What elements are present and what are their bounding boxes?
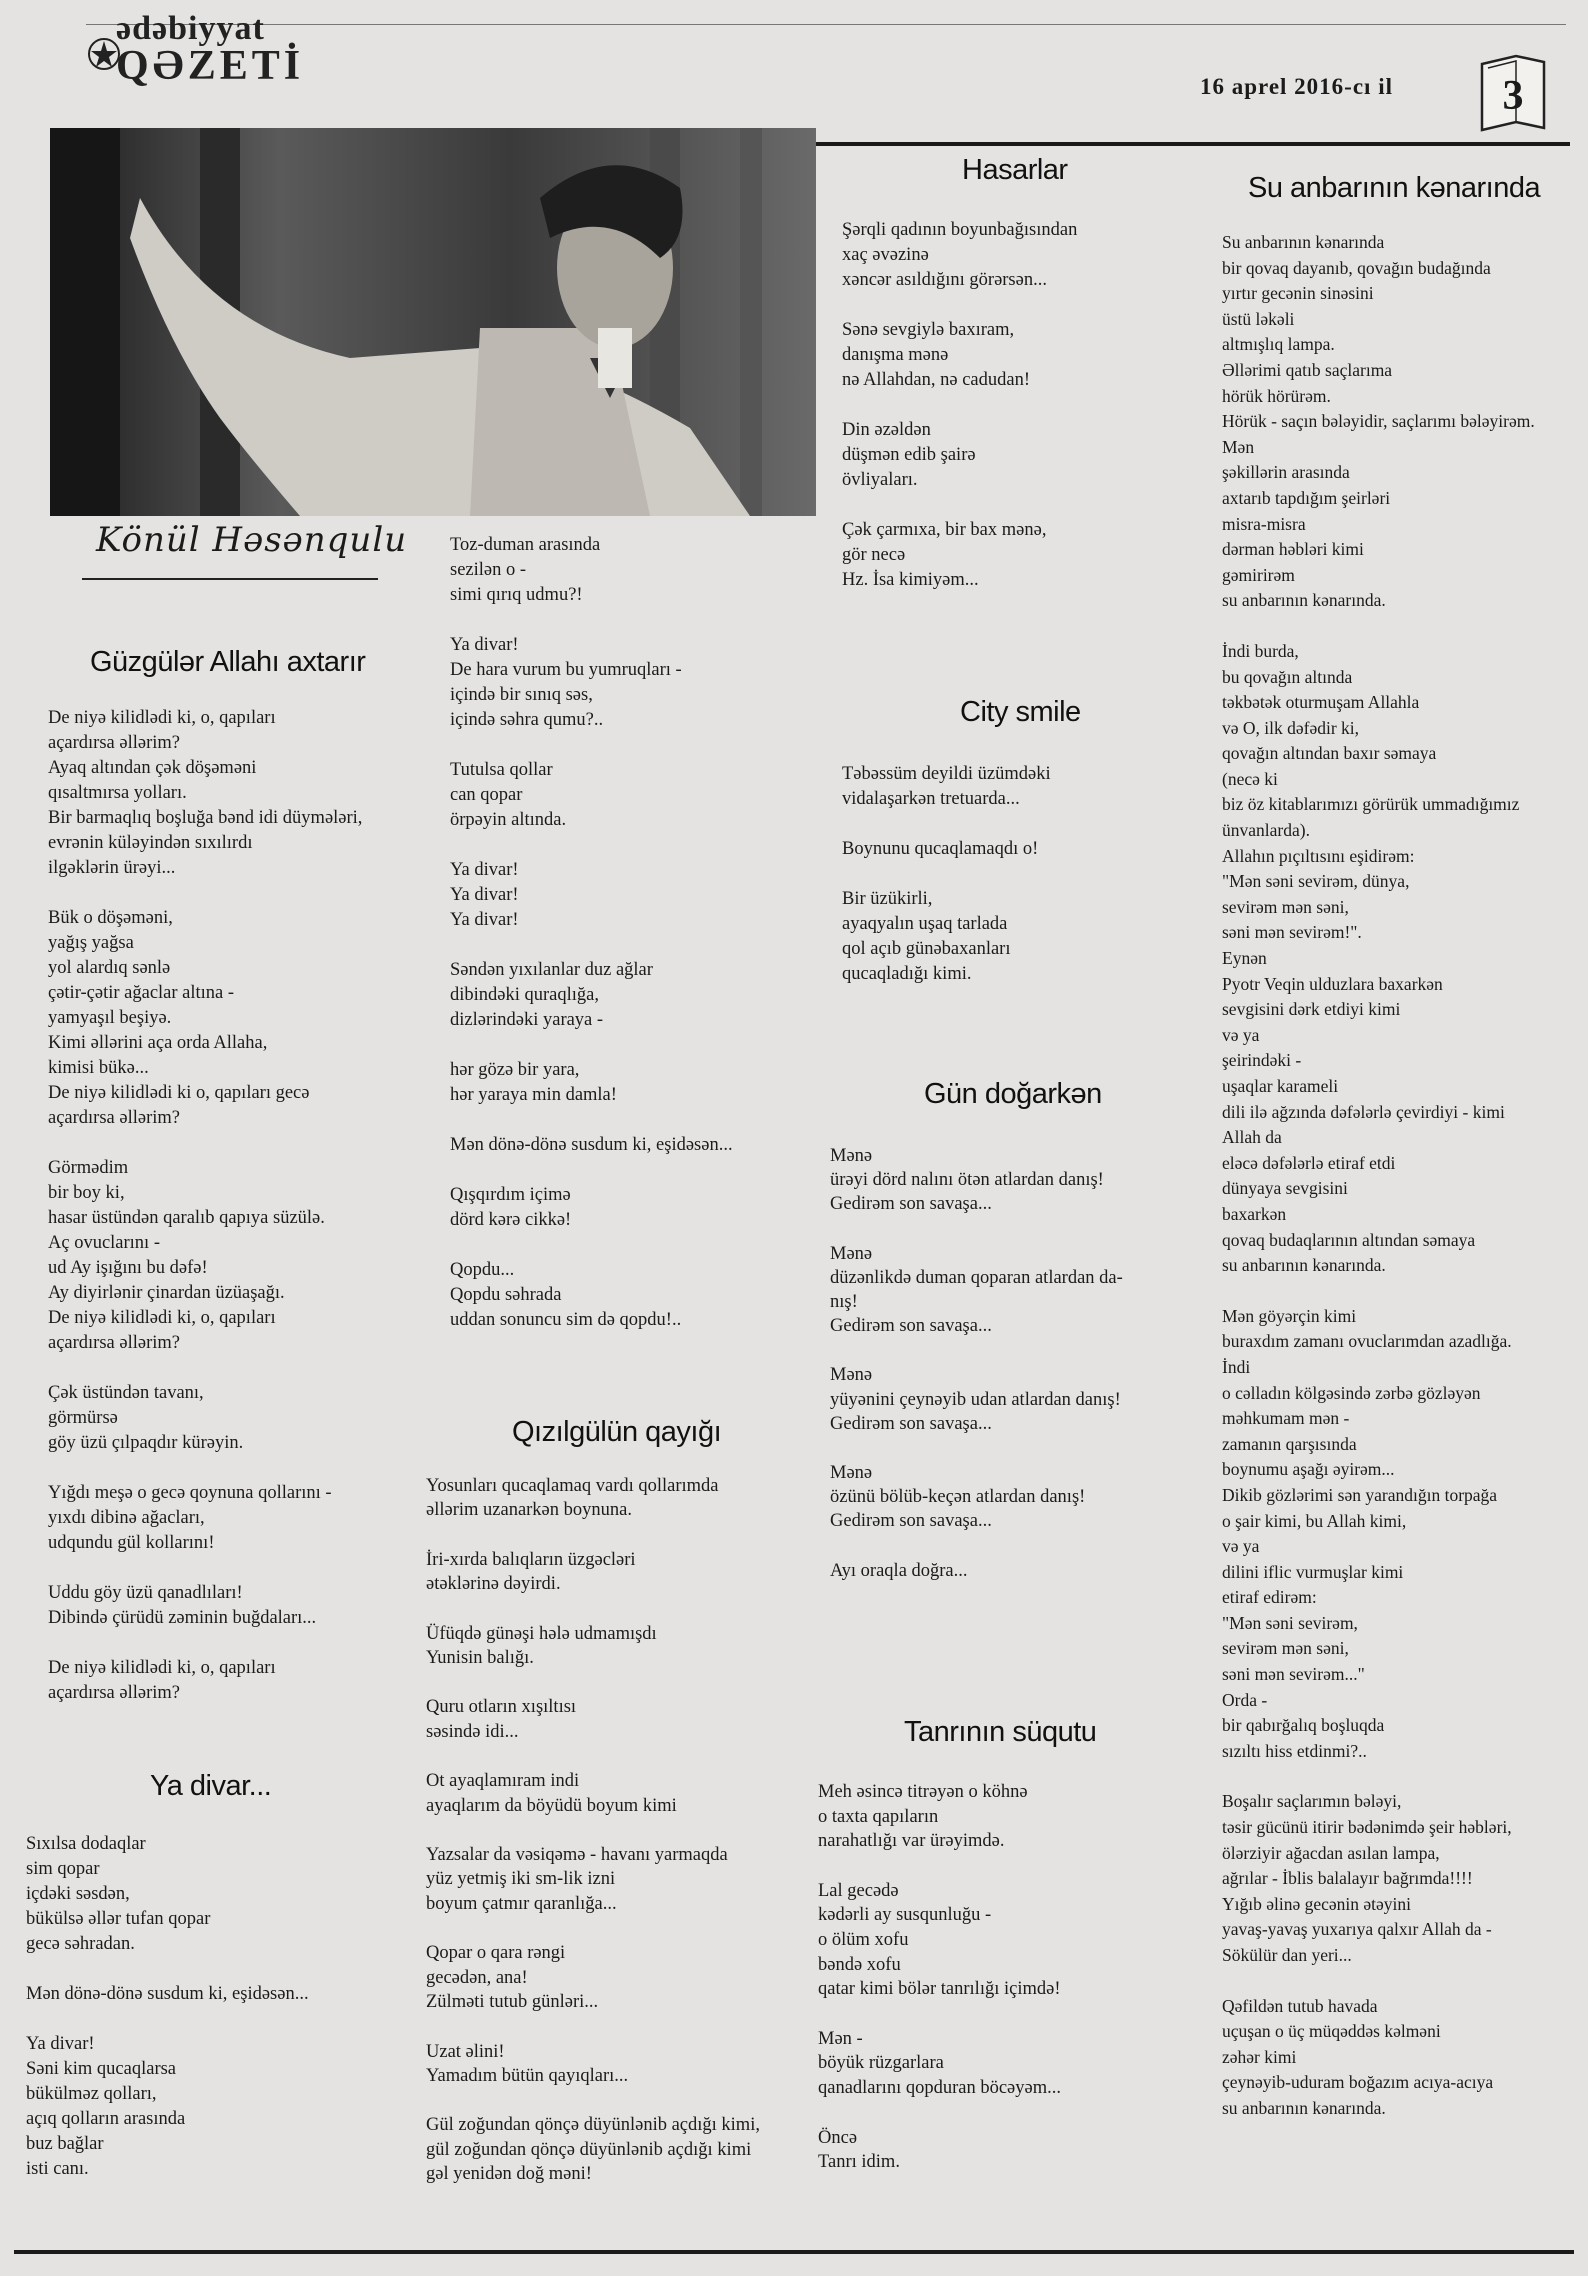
poem-line: udqundu gül kollarını! bbox=[48, 1533, 215, 1553]
poem-ya-divar-part-2 bbox=[450, 533, 810, 1358]
poem-line: Ot ayaqlamıram indi bbox=[426, 1771, 580, 1792]
poem-line: Dikib gözlərimi sən yarandığın torpağa bbox=[1222, 1484, 1498, 1505]
poem-line: Bir barmaqlıq boşluğa bənd idi düymələri, bbox=[48, 808, 363, 828]
poem-line: Üfüqdə günəşi hələ udmamışdı bbox=[426, 1623, 657, 1644]
stanza bbox=[450, 633, 810, 733]
poem-line: De niyə kilidlədi ki o, qapıları gecə bbox=[48, 1083, 310, 1103]
poem-line: o cəlladın kölgəsində zərbə gözləyən bbox=[1222, 1382, 1481, 1403]
poem-line: Sıxılsa dodaqlar bbox=[26, 1834, 146, 1854]
poem-line: kimisi bükə... bbox=[48, 1058, 149, 1078]
stanza bbox=[26, 2032, 436, 2182]
poem-line: Ya divar! bbox=[26, 2034, 95, 2054]
poem-line: Allahın pıçıltısını eşidirəm: bbox=[1222, 845, 1415, 866]
stanza bbox=[842, 318, 1182, 393]
poem-line: Aç ovuclarını - bbox=[48, 1233, 160, 1253]
poem-line: hər gözə bir yara, bbox=[450, 1060, 580, 1080]
poem-line: Sökülür dan yeri... bbox=[1222, 1945, 1352, 1965]
poem-line: zamanın qarşısında bbox=[1222, 1433, 1357, 1454]
poem-line: Öncə bbox=[818, 2127, 858, 2148]
stanza bbox=[450, 858, 810, 933]
poem-line: açıq qolların arasında bbox=[26, 2109, 186, 2129]
poem-line: Səni kim qucaqlarsa bbox=[26, 2059, 177, 2079]
author-name: Könül Həsənqulu bbox=[96, 520, 408, 560]
stanza bbox=[450, 533, 810, 608]
poem-line: düzənlikdə duman qoparan atlardan da- bbox=[830, 1267, 1123, 1288]
poem-line: və O, ilk dəfədir ki, bbox=[1222, 717, 1360, 738]
stanza bbox=[26, 1982, 436, 2007]
poem-line: sevgisini dərk etdiyi kimi bbox=[1222, 999, 1401, 1020]
poem-city-smile bbox=[842, 762, 1182, 1012]
stanza bbox=[48, 906, 438, 1131]
poem-line: örpəyin altında. bbox=[450, 810, 567, 830]
poem-line: ünvanlarda). bbox=[1222, 820, 1310, 841]
stanza bbox=[842, 518, 1182, 593]
poem-line: ayaqyalın uşaq tarlada bbox=[842, 914, 1008, 934]
poem-line: isti canı. bbox=[26, 2159, 89, 2179]
poem-line: Şərqli qadının boyunbağısından bbox=[842, 220, 1078, 240]
poem-line: Yunisin balığı. bbox=[426, 1648, 534, 1669]
stanza bbox=[426, 1941, 806, 2014]
poem-line: simi qırıq udmu?! bbox=[450, 585, 583, 605]
poem-line: təsir gücünü itirir bədənimdə şeir həbləri, bbox=[1222, 1817, 1512, 1838]
poem-line: gecə səhradan. bbox=[26, 1934, 135, 1954]
stanza bbox=[830, 1559, 1200, 1583]
poem-line: misra-misra bbox=[1222, 513, 1306, 534]
poem-line: xaç əvəzinə bbox=[842, 245, 929, 265]
poem-title-guzguler: Güzgülər Allahı axtarır bbox=[90, 646, 366, 678]
poem-line: içində bir sınıq səs, bbox=[450, 685, 593, 705]
poem-line: axtarıb tapdığım şeirləri bbox=[1222, 487, 1391, 508]
poem-line: Qopar o qara rəngi bbox=[426, 1943, 566, 1964]
stanza bbox=[450, 1133, 810, 1158]
poem-line: Ya divar! bbox=[450, 910, 519, 930]
poem-line: göy üzü çılpaqdır kürəyin. bbox=[48, 1433, 244, 1453]
stanza bbox=[842, 762, 1182, 812]
poem-line: Ayaq altından çək döşəməni bbox=[48, 758, 257, 778]
stanza bbox=[842, 418, 1182, 493]
poem-line: gül zoğundan qönçə düyünlənib açdığı kimi bbox=[426, 2139, 752, 2160]
poem-line: bir qabırğalıq boşluqda bbox=[1222, 1715, 1385, 1736]
poem-line: qısaltmırsa yolları. bbox=[48, 783, 187, 803]
poem-line: yıxdı dibinə ağacları, bbox=[48, 1508, 205, 1528]
poem-line: əllərim uzanarkən boynuna. bbox=[426, 1500, 632, 1521]
poem-line: Mənə bbox=[830, 1243, 873, 1264]
stanza bbox=[48, 1381, 438, 1456]
poem-line: ətəklərinə dəyirdi. bbox=[426, 1574, 561, 1595]
poem-line: sezilən o - bbox=[450, 560, 527, 580]
poem-line: Yosunları qucaqlamaq vardı qollarımda bbox=[426, 1476, 719, 1496]
poem-line: böyük rüzgarlara bbox=[818, 2053, 944, 2074]
poem-line: dərman həbləri kimi bbox=[1222, 539, 1364, 560]
poem-line: De hara vurum bu yumruqları - bbox=[450, 660, 682, 680]
poem-line: sızıltı hiss etdinmi?.. bbox=[1222, 1740, 1367, 1761]
poem-line: Mən bbox=[1222, 436, 1255, 457]
poem-line: Su anbarının kənarında bbox=[1222, 232, 1385, 252]
poem-line: ayaqlarım da böyüdü boyum kimi bbox=[426, 1795, 677, 1816]
poem-line: açardırsa əllərim? bbox=[48, 733, 180, 753]
poem-line: Gedirəm son savaşa... bbox=[830, 1316, 992, 1337]
poem-line: danışma mənə bbox=[842, 345, 949, 365]
stanza bbox=[450, 1183, 810, 1233]
poem-line: bükülsə əllər tufan qopar bbox=[26, 1909, 211, 1929]
poem-line: buraxdım zamanı ovuclarımdan azadlığa. bbox=[1222, 1331, 1512, 1352]
poem-line: eləcə dəfələrlə etiraf etdi bbox=[1222, 1152, 1396, 1173]
logo-top-text: ədəbiyyat bbox=[116, 10, 265, 47]
poem-line: Kimi əllərini aça orda Allaha, bbox=[48, 1033, 268, 1053]
poem-ya-divar-part-1 bbox=[26, 1832, 436, 2207]
poem-line: dünyaya sevgisini bbox=[1222, 1178, 1348, 1199]
stanza bbox=[426, 1843, 806, 1916]
poem-guzguler bbox=[48, 706, 438, 1731]
stanza bbox=[1222, 639, 1582, 1279]
stanza bbox=[450, 1258, 810, 1333]
poem-line: vidalaşarkən tretuarda... bbox=[842, 789, 1020, 809]
poem-line: narahatlığı var ürəyimdə. bbox=[818, 1831, 1005, 1852]
poem-line: və ya bbox=[1222, 1024, 1260, 1045]
poem-line: səni mən sevirəm..." bbox=[1222, 1664, 1365, 1685]
page-number: 3 bbox=[1502, 73, 1524, 119]
poem-line: Yazsalar da vəsiqəmə - havanı yarmaqda bbox=[426, 1845, 728, 1866]
poem-line: Gül zoğundan qönçə düyünlənib açdığı kimi, bbox=[426, 2115, 760, 2136]
poem-line: qucaqladığı kimi. bbox=[842, 964, 972, 984]
poem-line: qanadlarını qopduran böcəyəm... bbox=[818, 2077, 1061, 2098]
poem-line: dörd kərə cikkə! bbox=[450, 1210, 572, 1230]
poem-line: Ya divar! bbox=[450, 860, 519, 880]
poem-line: Qopdu... bbox=[450, 1260, 515, 1280]
poem-line: hər yaraya min damla! bbox=[450, 1085, 617, 1105]
poem-line: (necə ki bbox=[1222, 768, 1278, 789]
poem-line: zəhər kimi bbox=[1222, 2046, 1297, 2067]
poem-line: bəndə xofu bbox=[818, 1954, 901, 1975]
poem-title-ya-divar: Ya divar... bbox=[150, 1770, 272, 1802]
poem-line: Qışqırdım içimə bbox=[450, 1185, 571, 1205]
poem-line: De niyə kilidlədi ki, o, qapıları bbox=[48, 1308, 276, 1328]
poem-line: kədərli ay susqunluğu - bbox=[818, 1905, 992, 1926]
masthead-logo bbox=[86, 8, 346, 88]
poem-line: Təbəssüm deyildi üzümdəki bbox=[842, 764, 1051, 784]
poem-line: Bir üzükirli, bbox=[842, 889, 933, 909]
poem-line: açardırsa əllərim? bbox=[48, 1108, 180, 1128]
poem-line: De niyə kilidlədi ki, o, qapıları bbox=[48, 1658, 276, 1678]
poem-line: boynumu aşağı əyirəm... bbox=[1222, 1459, 1395, 1480]
poem-line: İndi burda, bbox=[1222, 640, 1299, 661]
poem-line: Görmədim bbox=[48, 1158, 129, 1178]
poem-line: yüyənini çeynəyib udan atlardan danış! bbox=[830, 1389, 1121, 1410]
poem-title-su-anbari: Su anbarının kənarında bbox=[1248, 172, 1541, 204]
poem-line: məhkumam mən - bbox=[1222, 1408, 1350, 1429]
poem-line: Tanrı idim. bbox=[818, 2152, 900, 2173]
poem-line: təkbətək oturmuşam Allahla bbox=[1222, 692, 1420, 713]
stanza bbox=[426, 1622, 806, 1671]
stanza bbox=[48, 1581, 438, 1631]
poem-line: Tutulsa qollar bbox=[450, 760, 553, 780]
stanza bbox=[426, 1769, 806, 1818]
poem-line: Zülməti tutub günləri... bbox=[426, 1992, 599, 2013]
poem-tanrinin-suqutu bbox=[818, 1780, 1188, 2200]
stanza bbox=[450, 958, 810, 1033]
stanza bbox=[48, 706, 438, 881]
poem-line: ud Ay işığını bu dəfə! bbox=[48, 1258, 208, 1278]
poem-line: qol açıb günəbaxanları bbox=[842, 939, 1011, 959]
poem-line: Pyotr Veqin ulduzlara baxarkən bbox=[1222, 973, 1443, 994]
poem-line: su anbarının kənarında. bbox=[1222, 1255, 1386, 1276]
poem-title-hasarlar: Hasarlar bbox=[962, 154, 1068, 186]
poem-line: Meh əsincə titrəyən o köhnə bbox=[818, 1782, 1028, 1802]
poem-line: hasar üstündən qaralıb qapıya süzülə. bbox=[48, 1208, 325, 1228]
poem-line: qatar kimi bölər tanrılığı içimdə! bbox=[818, 1979, 1061, 2000]
poem-line: Boynunu qucaqlamaqdı o! bbox=[842, 839, 1039, 859]
poem-line: boyum çatmır qaranlığa... bbox=[426, 1893, 617, 1914]
poem-line: evrənin küləyindən sıxılırdı bbox=[48, 833, 253, 853]
poem-line: can qopar bbox=[450, 785, 523, 805]
poem-hasarlar bbox=[842, 218, 1182, 618]
poem-line: gəmirirəm bbox=[1222, 564, 1295, 585]
poem-line: yavaş-yavaş yuxarıya qalxır Allah da - bbox=[1222, 1919, 1492, 1940]
poem-line: gör necə bbox=[842, 545, 906, 565]
poem-line: Lal gecədə bbox=[818, 1880, 899, 1901]
issue-date: 16 aprel 2016-cı il bbox=[1200, 74, 1393, 99]
poem-line: Mənə bbox=[830, 1365, 873, 1386]
stanza bbox=[818, 2126, 1188, 2175]
poem-line: su anbarının kənarında. bbox=[1222, 2097, 1386, 2118]
poem-line: çeynəyib-uduram boğazım acıya-acıya bbox=[1222, 2072, 1494, 2093]
poem-line: Yığdı meşə o gecə qoynuna qollarını - bbox=[48, 1483, 332, 1503]
poem-line: yamyaşıl beşiyə. bbox=[48, 1008, 172, 1028]
poem-line: Ay diyirlənir çinardan üzüaşağı. bbox=[48, 1283, 285, 1303]
poem-line: bir qovaq dayanıb, qovağın budağında bbox=[1222, 257, 1491, 278]
poem-line: İndi bbox=[1222, 1356, 1251, 1377]
poem-line: bükülməz qolları, bbox=[26, 2084, 157, 2104]
stanza bbox=[26, 1832, 436, 1957]
poem-line: Çək üstündən tavanı, bbox=[48, 1383, 204, 1403]
poem-gun-dogarken bbox=[830, 1144, 1200, 1608]
poem-line: İri-xırda balıqların üzgəcləri bbox=[426, 1549, 636, 1570]
poem-line: dilini iflic vurmuşlar kimi bbox=[1222, 1561, 1404, 1582]
poem-line: qovaq budaqlarının altından səmaya bbox=[1222, 1229, 1476, 1250]
stanza bbox=[842, 837, 1182, 862]
poem-line: Çək çarmıxa, bir bax mənə, bbox=[842, 520, 1047, 540]
poem-line: qovağın altından baxır səmaya bbox=[1222, 743, 1437, 764]
stanza bbox=[426, 1548, 806, 1597]
author-portrait-image bbox=[50, 128, 816, 516]
poem-line: baxarkən bbox=[1222, 1203, 1287, 1224]
poem-line: hörük hörürəm. bbox=[1222, 385, 1331, 406]
poem-line: Mənə bbox=[830, 1146, 873, 1166]
poem-line: Qəfildən tutub havada bbox=[1222, 1995, 1378, 2016]
poem-line: Ayı oraqla doğra... bbox=[830, 1560, 968, 1581]
poem-line: yüz yetmiş iki sm-lik izni bbox=[426, 1869, 616, 1890]
stanza bbox=[426, 1474, 806, 1523]
stanza bbox=[1222, 1994, 1582, 2122]
stanza bbox=[1222, 1304, 1582, 1765]
poem-line: Dibində çürüdü zəminin buğdaları... bbox=[48, 1608, 317, 1628]
poem-title-gun-dogarken: Gün doğarkən bbox=[924, 1078, 1102, 1110]
poem-line: övliyaları. bbox=[842, 470, 918, 490]
poem-line: gecədən, ana! bbox=[426, 1967, 528, 1988]
poem-line: o taxta qapıların bbox=[818, 1806, 939, 1827]
page-number-badge bbox=[1476, 48, 1550, 134]
poem-line: Quru otların xışıltısı bbox=[426, 1697, 577, 1718]
author-underline bbox=[82, 578, 378, 580]
poem-line: yırtır gecənin sinəsini bbox=[1222, 283, 1374, 304]
poem-line: o şair kimi, bu Allah kimi, bbox=[1222, 1510, 1407, 1531]
poem-line: düşmən edib şairə bbox=[842, 445, 976, 465]
poem-line: Mən dönə-dönə susdum ki, eşidəsən... bbox=[450, 1135, 733, 1155]
poem-line: sim qopar bbox=[26, 1859, 100, 1879]
stanza bbox=[830, 1144, 1200, 1217]
poem-line: De niyə kilidlədi ki, o, qapıları bbox=[48, 708, 276, 728]
poem-line: "Mən səni sevirəm, bbox=[1222, 1612, 1358, 1633]
poem-line: Boşalır saçlarımın bələyi, bbox=[1222, 1791, 1402, 1812]
poem-qizilgul bbox=[426, 1474, 806, 2212]
poem-line: səni mən sevirəm!". bbox=[1222, 922, 1362, 943]
logo-bottom-text: QƏZETİ bbox=[116, 43, 305, 89]
poem-line: Uddu göy üzü qanadlıları! bbox=[48, 1583, 243, 1603]
poem-line: Din əzəldən bbox=[842, 420, 931, 440]
stanza bbox=[1222, 230, 1582, 614]
poem-line: sevirəm mən səni, bbox=[1222, 896, 1349, 917]
stanza bbox=[842, 218, 1182, 293]
poem-line: Mən - bbox=[818, 2028, 863, 2049]
poem-line: ağrılar - İblis balalayır bağrımda!!!! bbox=[1222, 1868, 1473, 1889]
poem-line: Uzat əlini! bbox=[426, 2041, 505, 2062]
poem-line: Ya divar! bbox=[450, 885, 519, 905]
poem-line: çətir-çətir ağaclar altına - bbox=[48, 983, 235, 1003]
stanza bbox=[1222, 1789, 1582, 1968]
poem-line: nə Allahdan, nə cadudan! bbox=[842, 370, 1031, 390]
poem-line: ürəyi dörd nalını ötən atlardan danış! bbox=[830, 1170, 1104, 1191]
poem-line: səsində idi... bbox=[426, 1721, 519, 1742]
stanza bbox=[842, 887, 1182, 987]
poem-line: özünü bölüb-keçən atlardan danış! bbox=[830, 1487, 1086, 1508]
poem-line: Sənə sevgiylə baxıram, bbox=[842, 320, 1015, 340]
poem-line: şeirindəki - bbox=[1222, 1050, 1302, 1071]
stanza bbox=[830, 1363, 1200, 1436]
poem-line: Toz-duman arasında bbox=[450, 535, 601, 555]
poem-line: üstü ləkəli bbox=[1222, 308, 1295, 329]
poem-title-qizilgul: Qızılgülün qayığı bbox=[512, 1416, 722, 1448]
poem-line: Ya divar! bbox=[450, 635, 519, 655]
poem-line: Yamadım bütün qayıqları... bbox=[426, 2065, 629, 2086]
stanza bbox=[818, 1879, 1188, 2002]
poem-line: uçuşan o üç müqəddəs kəlməni bbox=[1222, 2021, 1441, 2042]
poem-line: Yığıb əlinə gecənin ətəyini bbox=[1222, 1893, 1412, 1914]
poem-line: Mən dönə-dönə susdum ki, eşidəsən... bbox=[26, 1984, 309, 2004]
poem-line: "Mən səni sevirəm, dünya, bbox=[1222, 871, 1410, 892]
poem-line: bir boy ki, bbox=[48, 1183, 125, 1203]
poem-line: Mənə bbox=[830, 1463, 873, 1484]
poem-line: biz öz kitablarımızı görürük ummadığımız bbox=[1222, 794, 1520, 815]
poem-line: buz bağlar bbox=[26, 2134, 104, 2154]
poem-line: Gedirəm son savaşa... bbox=[830, 1413, 992, 1434]
poem-line: Hz. İsa kimiyəm... bbox=[842, 570, 979, 590]
stanza bbox=[818, 1780, 1188, 1854]
poem-line: açardırsa əllərim? bbox=[48, 1333, 180, 1353]
poem-line: ilgəklərin ürəyi... bbox=[48, 858, 176, 878]
poem-line: etiraf edirəm: bbox=[1222, 1587, 1317, 1608]
poem-line: Mən göyərçin kimi bbox=[1222, 1305, 1357, 1326]
stanza bbox=[450, 758, 810, 833]
footer-rule bbox=[14, 2250, 1574, 2254]
poem-line: gəl yenidən doğ məni! bbox=[426, 2164, 592, 2185]
poem-line: və ya bbox=[1222, 1536, 1260, 1557]
stanza bbox=[48, 1481, 438, 1556]
poem-line: altmışlıq lampa. bbox=[1222, 334, 1335, 355]
poem-line: Gedirəm son savaşa... bbox=[830, 1194, 992, 1215]
poem-line: içdəki səsdən, bbox=[26, 1884, 130, 1904]
poem-line: ölərziyir ağacdan asılan lampa, bbox=[1222, 1842, 1440, 1863]
poem-line: açardırsa əllərim? bbox=[48, 1683, 180, 1703]
poem-line: dizlərindəki yaraya - bbox=[450, 1010, 604, 1030]
poem-line: Bük o döşəməni, bbox=[48, 908, 173, 928]
stanza bbox=[450, 1058, 810, 1108]
poem-line: xəncər asıldığını görərsən... bbox=[842, 270, 1047, 290]
stanza bbox=[818, 2027, 1188, 2101]
poem-line: nış! bbox=[830, 1292, 858, 1313]
poem-line: yol alardıq sənlə bbox=[48, 958, 171, 978]
poem-line: sevirəm mən səni, bbox=[1222, 1638, 1349, 1659]
poem-line: Allah da bbox=[1222, 1127, 1282, 1148]
stanza bbox=[426, 2113, 806, 2186]
poem-line: Qopdu səhrada bbox=[450, 1285, 562, 1305]
poem-line: Orda - bbox=[1222, 1689, 1268, 1710]
poem-line: Səndən yıxılanlar duz ağlar bbox=[450, 960, 653, 980]
poem-line: şəkillərin arasında bbox=[1222, 462, 1350, 483]
stanza bbox=[426, 1695, 806, 1744]
poem-line: su anbarının kənarında. bbox=[1222, 590, 1386, 611]
poem-line: Əllərimi qatıb saçlarıma bbox=[1222, 359, 1393, 380]
poem-su-anbari bbox=[1222, 230, 1582, 2147]
stanza bbox=[830, 1461, 1200, 1534]
stanza bbox=[48, 1156, 438, 1356]
poem-title-city-smile: City smile bbox=[960, 696, 1081, 728]
poem-line: görmürsə bbox=[48, 1408, 118, 1428]
stanza bbox=[830, 1242, 1200, 1339]
poem-line: Hörük - saçın bələyidir, saçlarımı bələyirəm. bbox=[1222, 411, 1535, 432]
poem-title-tanrinin-suqutu: Tanrının süqutu bbox=[904, 1716, 1097, 1748]
poem-line: dibindəki quraqlığa, bbox=[450, 985, 599, 1005]
poem-line: o ölüm xofu bbox=[818, 1929, 909, 1950]
author-photo bbox=[50, 128, 816, 516]
poem-line: yağış yağsa bbox=[48, 933, 134, 953]
poem-line: dili ilə ağzında dəfələrlə çevirdiyi - kimi bbox=[1222, 1101, 1505, 1122]
poem-line: içində səhra qumu?.. bbox=[450, 710, 604, 730]
poem-line: uşaqlar karameli bbox=[1222, 1076, 1339, 1096]
stanza bbox=[426, 2040, 806, 2089]
poem-line: Gedirəm son savaşa... bbox=[830, 1511, 992, 1532]
poem-line: bu qovağın altında bbox=[1222, 666, 1353, 687]
stanza bbox=[48, 1656, 438, 1706]
poem-line: Eynən bbox=[1222, 948, 1267, 969]
poem-line: uddan sonuncu sim də qopdu!.. bbox=[450, 1310, 682, 1330]
